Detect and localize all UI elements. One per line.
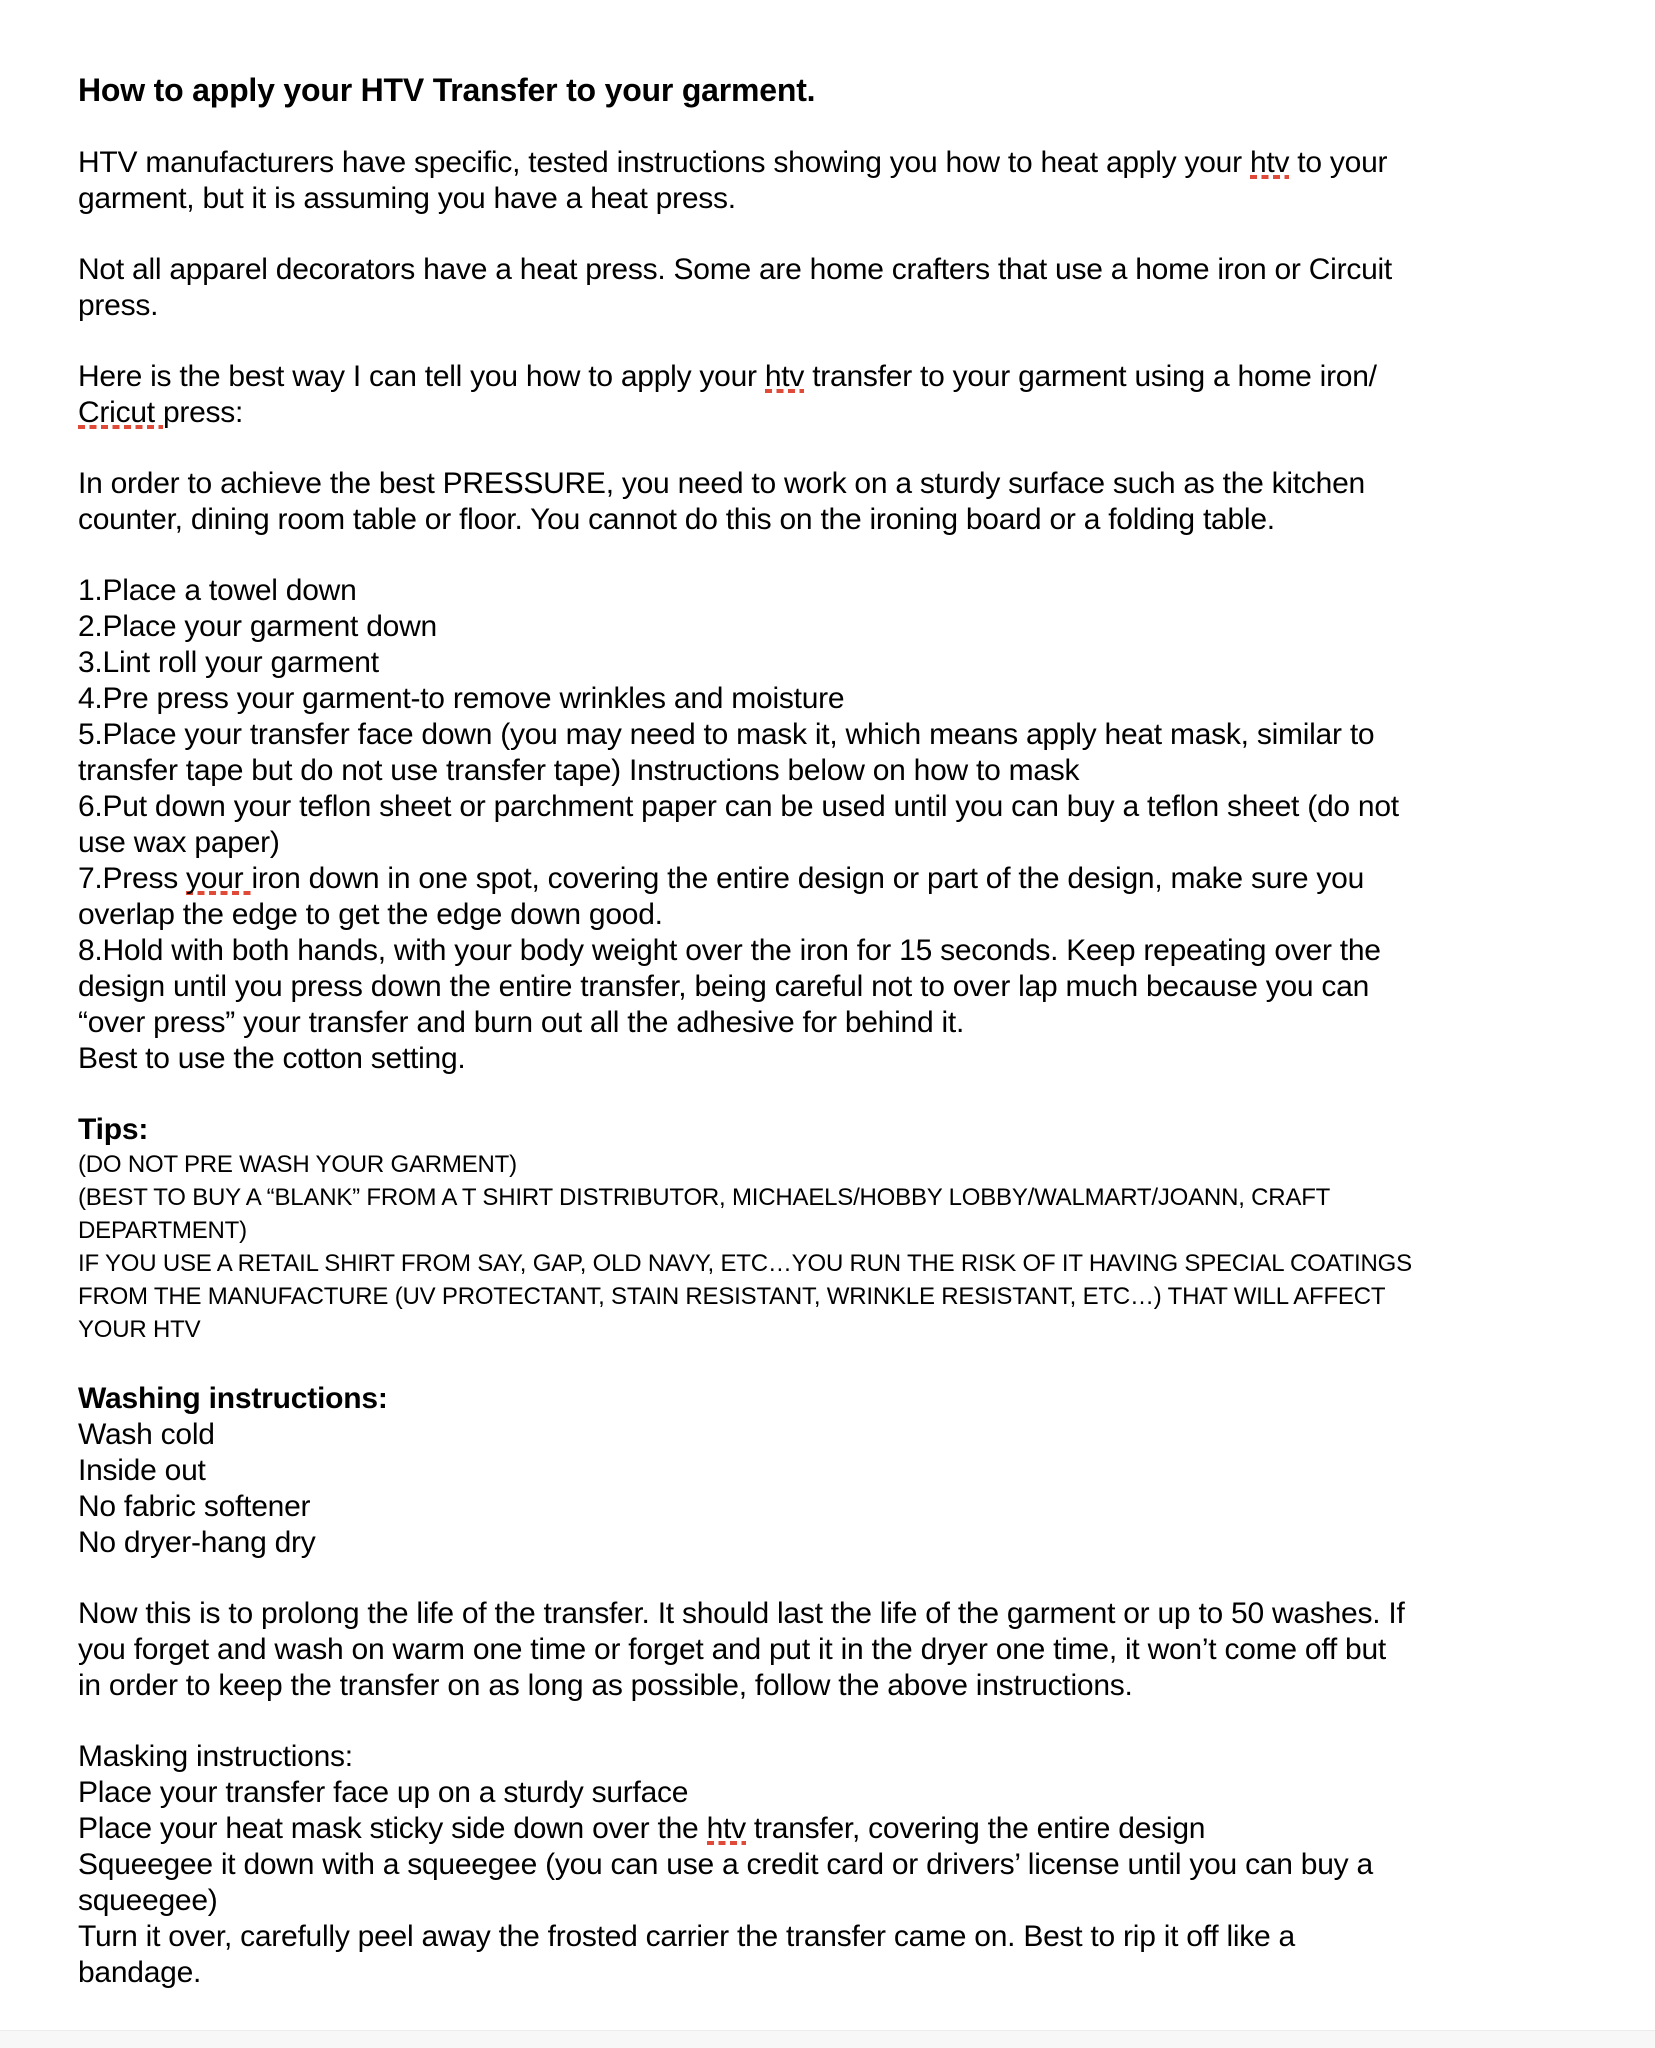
text-segment: 1.Place a towel down <box>78 574 357 607</box>
text-segment: to your <box>1289 146 1388 179</box>
text-segment: transfer to your garment using a home iron/ <box>804 360 1377 393</box>
text-line <box>78 1919 1638 1955</box>
tips-heading <box>78 1112 1638 1148</box>
text-segment: squeegee) <box>78 1884 218 1917</box>
text-segment: counter, dining room table or floor. You cannot do this on the ironing board or a folding table. <box>78 503 1275 536</box>
text-segment: garment, but it is assuming you have a heat press. <box>78 182 736 215</box>
text-line <box>78 753 1638 789</box>
document-body <box>78 70 1638 1991</box>
text-segment: Not all apparel decorators have a heat press. Some are home crafters that use a home iron or Circuit <box>78 253 1392 286</box>
text-line <box>78 681 1638 717</box>
masking-instructions <box>78 1739 1638 1991</box>
text-line <box>78 1381 1638 1417</box>
text-line <box>78 288 1638 324</box>
text-line <box>78 466 1638 502</box>
text-line <box>78 1313 1638 1346</box>
text-segment: 4.Pre press your garment-to remove wrinkles and moisture <box>78 682 845 715</box>
text-line <box>78 717 1638 753</box>
text-line <box>78 145 1638 181</box>
page-bottom-strip <box>0 2030 1655 2048</box>
text-line <box>78 395 1638 431</box>
text-line <box>78 1775 1638 1811</box>
text-line <box>78 1739 1638 1775</box>
text-segment: in order to keep the transfer on as long as possible, follow the above instructions. <box>78 1669 1133 1702</box>
text-line <box>78 573 1638 609</box>
text-line <box>78 1525 1638 1561</box>
text-line <box>78 1417 1638 1453</box>
text-segment: No fabric softener <box>78 1490 311 1523</box>
misspelled-word: htv <box>706 1812 746 1845</box>
text-segment: Masking instructions: <box>78 1740 353 1773</box>
tips-details <box>78 1148 1638 1346</box>
text-line <box>78 359 1638 395</box>
text-segment: DEPARTMENT) <box>78 1217 247 1244</box>
text-line <box>78 1005 1638 1041</box>
text-segment: 6.Put down your teflon sheet or parchment paper can be used until you can buy a teflon sheet (do not <box>78 790 1399 823</box>
text-line <box>78 1811 1638 1847</box>
text-segment: Place your transfer face up on a sturdy surface <box>78 1776 689 1809</box>
text-line <box>78 252 1638 288</box>
text-segment: Washing instructions: <box>78 1382 388 1415</box>
text-line <box>78 609 1638 645</box>
text-line <box>78 1453 1638 1489</box>
text-segment: bandage. <box>78 1956 202 1989</box>
text-line <box>78 1112 1638 1148</box>
misspelled-word: Cricut <box>78 396 163 429</box>
text-line <box>78 1041 1638 1077</box>
text-segment: (DO NOT PRE WASH YOUR GARMENT) <box>78 1151 517 1178</box>
text-line <box>78 789 1638 825</box>
misspelled-word: htv <box>1249 146 1290 179</box>
text-segment: Wash cold <box>78 1418 215 1451</box>
text-segment: HTV manufacturers have specific, tested instructions showing you how to heat apply your <box>78 146 1250 179</box>
misspelled-word: htv <box>764 360 805 393</box>
paragraph <box>78 1596 1638 1704</box>
text-line <box>78 1247 1638 1280</box>
text-line <box>78 1955 1638 1991</box>
text-segment: 2.Place your garment down <box>78 610 437 643</box>
text-line <box>78 933 1638 969</box>
text-line <box>78 1280 1638 1313</box>
text-segment: Turn it over, carefully peel away the frosted carrier the transfer came on. Best to rip it off like a <box>78 1920 1295 1953</box>
text-segment: 5.Place your transfer face down (you may need to mask it, which means apply heat mask, similar to <box>78 718 1375 751</box>
text-line <box>78 502 1638 538</box>
text-line <box>78 1596 1638 1632</box>
text-segment: 3.Lint roll your garment <box>78 646 379 679</box>
text-line <box>78 1883 1638 1919</box>
misspelled-word: your <box>186 862 252 895</box>
text-segment: “over press” your transfer and burn out all the adhesive for behind it. <box>78 1006 965 1039</box>
text-segment: No dryer-hang dry <box>78 1526 316 1559</box>
text-segment: overlap the edge to get the edge down good. <box>78 898 663 931</box>
text-line <box>78 1668 1638 1704</box>
text-segment: use wax paper) <box>78 826 280 859</box>
text-segment: iron down in one spot, covering the entire design or part of the design, make sure you <box>251 862 1365 895</box>
washing-instructions-heading <box>78 1381 1638 1417</box>
text-segment: In order to achieve the best PRESSURE, you need to work on a sturdy surface such as the kitchen <box>78 467 1365 500</box>
text-line <box>78 181 1638 217</box>
text-line <box>78 1148 1638 1181</box>
text-line <box>78 825 1638 861</box>
text-segment: Tips: <box>78 1113 149 1146</box>
text-segment: transfer, covering the entire design <box>745 1812 1206 1845</box>
text-segment: Here is the best way I can tell you how to apply your <box>78 360 765 393</box>
text-segment: press: <box>162 396 244 429</box>
text-line <box>78 70 1638 110</box>
text-line <box>78 1489 1638 1525</box>
text-segment: press. <box>78 289 159 322</box>
text-line <box>78 897 1638 933</box>
text-segment: 7.Press <box>78 862 187 895</box>
text-segment: Inside out <box>78 1454 206 1487</box>
text-line <box>78 969 1638 1005</box>
paragraph <box>78 359 1638 431</box>
text-segment: YOUR HTV <box>78 1316 201 1343</box>
document-title <box>78 70 1638 110</box>
text-segment: transfer tape but do not use transfer tape) Instructions below on how to mask <box>78 754 1080 787</box>
text-segment: Best to use the cotton setting. <box>78 1042 466 1075</box>
text-segment: FROM THE MANUFACTURE (UV PROTECTANT, STAIN RESISTANT, WRINKLE RESISTANT, ETC…) THAT WILL AFFECT <box>78 1283 1386 1310</box>
text-line <box>78 1847 1638 1883</box>
text-line <box>78 1181 1638 1214</box>
text-segment: 8.Hold with both hands, with your body weight over the iron for 15 seconds. Keep repeating over the <box>78 934 1381 967</box>
text-segment: Squeegee it down with a squeegee (you can use a credit card or drivers’ license until you can buy a <box>78 1848 1373 1881</box>
paragraph <box>78 252 1638 324</box>
text-segment: design until you press down the entire transfer, being careful not to over lap much because you can <box>78 970 1370 1003</box>
washing-instructions-list <box>78 1417 1638 1561</box>
text-segment: (BEST TO BUY A “BLANK” FROM A T SHIRT DISTRIBUTOR, MICHAELS/HOBBY LOBBY/WALMART/JOANN, CRAFT <box>78 1184 1331 1211</box>
intro-paragraph <box>78 145 1638 217</box>
text-line <box>78 861 1638 897</box>
paragraph <box>78 466 1638 538</box>
text-segment: IF YOU USE A RETAIL SHIRT FROM SAY, GAP, OLD NAVY, ETC…YOU RUN THE RISK OF IT HAVING SPECIAL COATINGS <box>78 1250 1412 1277</box>
text-segment: you forget and wash on warm one time or forget and put it in the dryer one time, it won’t come off but <box>78 1633 1386 1666</box>
text-segment: Now this is to prolong the life of the transfer. It should last the life of the garment or up to 50 washes. If <box>78 1597 1405 1630</box>
text-line <box>78 1214 1638 1247</box>
text-line <box>78 1632 1638 1668</box>
text-segment: Place your heat mask sticky side down over the <box>78 1812 707 1845</box>
numbered-steps <box>78 573 1638 1077</box>
text-line <box>78 645 1638 681</box>
text-segment: How to apply your HTV Transfer to your garment. <box>78 72 816 108</box>
